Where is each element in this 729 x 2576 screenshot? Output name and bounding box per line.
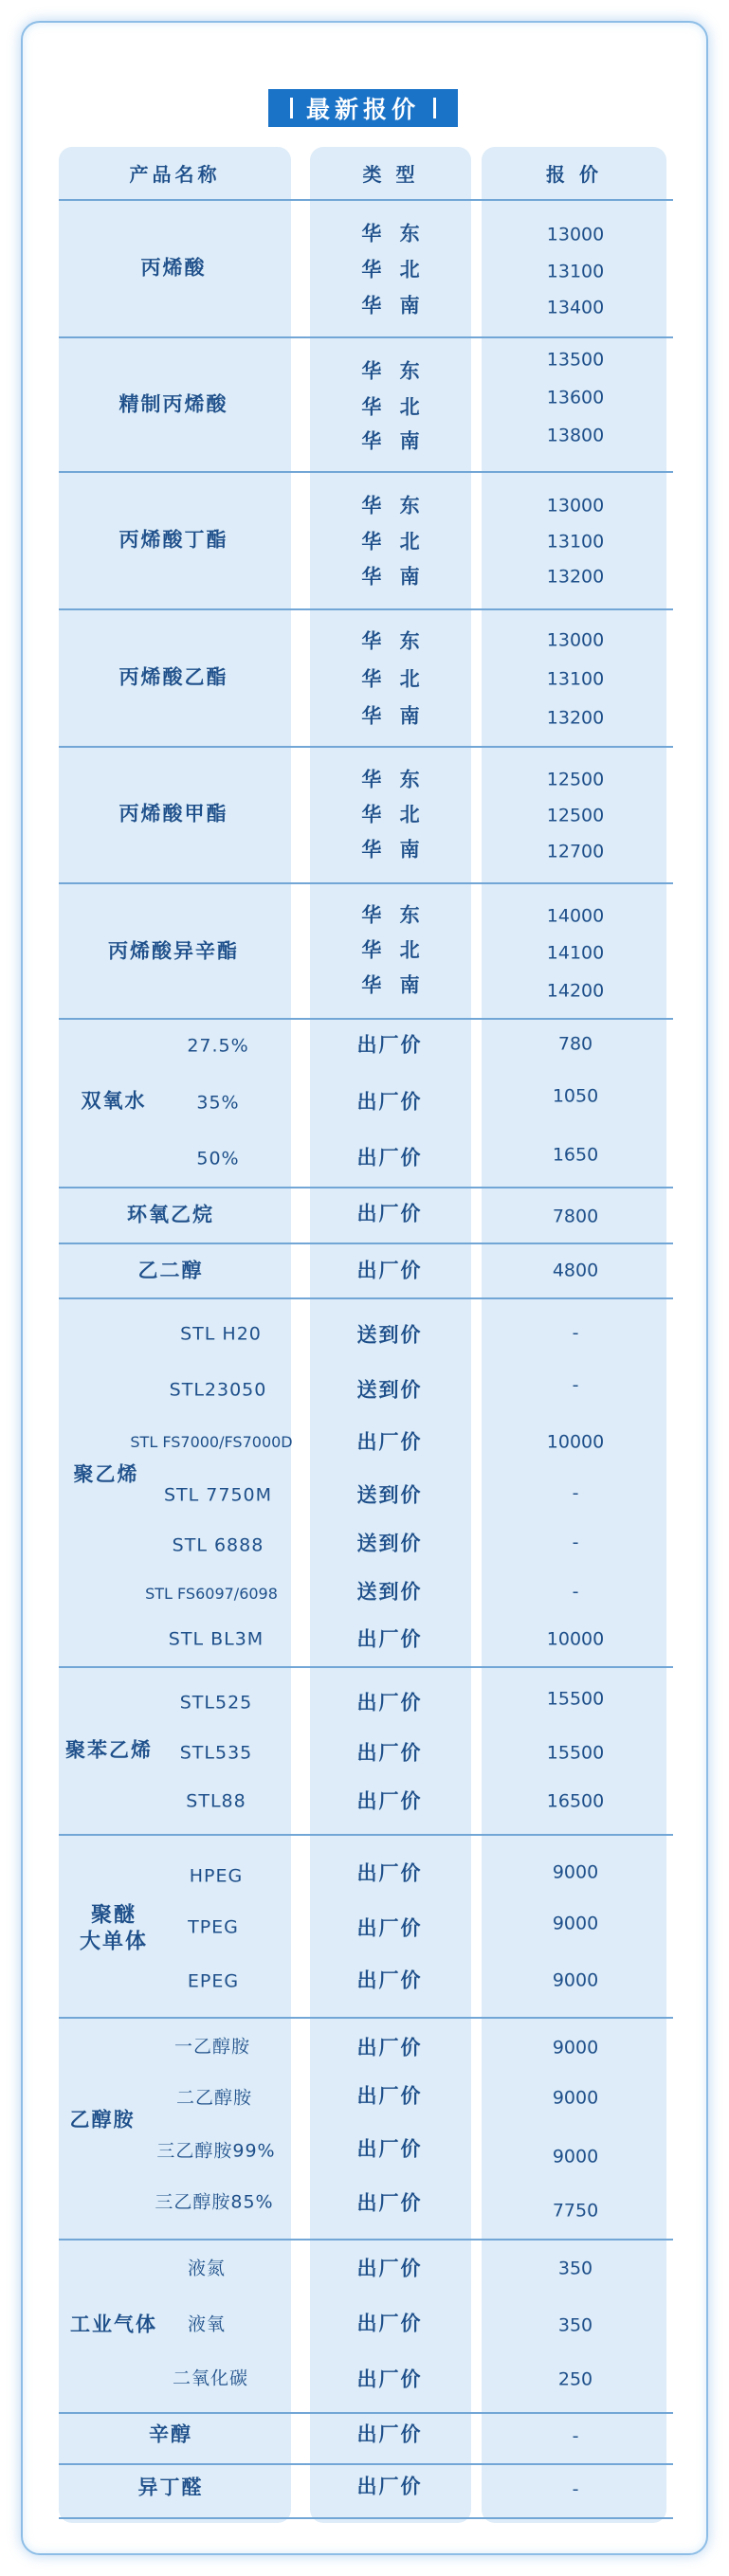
- row-divider: [59, 746, 673, 748]
- product-name: 聚苯乙烯: [65, 1738, 153, 1762]
- price-type: 送到价: [356, 1323, 423, 1347]
- product-spec: 三乙醇胺85%: [155, 2191, 274, 2213]
- price-value: 1650: [552, 1144, 599, 1166]
- price-value: 13000: [546, 224, 605, 245]
- product-name: 乙二醇: [137, 1259, 204, 1282]
- price-type: 出厂价: [356, 2257, 423, 2280]
- price-value: 350: [557, 2314, 593, 2336]
- product-name: 精制丙烯酸: [118, 392, 228, 416]
- price-value: 9000: [552, 1913, 599, 1934]
- row-divider: [59, 1187, 673, 1188]
- price-value: 13100: [546, 531, 605, 553]
- price-value: 250: [557, 2368, 593, 2390]
- product-spec: EPEG: [187, 1970, 240, 1992]
- row-divider: [59, 199, 673, 201]
- price-value: -: [572, 1581, 579, 1603]
- product-spec: STL 6888: [172, 1534, 264, 1556]
- row-divider: [59, 1243, 673, 1244]
- price-value: 9000: [552, 2146, 599, 2168]
- price-value: 12700: [546, 841, 605, 862]
- type-north: 华 北: [361, 667, 426, 691]
- price-value: 13200: [546, 566, 605, 588]
- price-type: 出厂价: [356, 2312, 423, 2335]
- price-type: 出厂价: [356, 1090, 423, 1114]
- product-name: 丙烯酸甲酯: [118, 802, 228, 825]
- type-east: 华 东: [361, 903, 426, 927]
- price-value: 9000: [552, 2087, 599, 2109]
- product-spec: HPEG: [189, 1865, 244, 1887]
- product-name-line1: 聚醚: [90, 1903, 137, 1928]
- product-spec: STL FS7000/FS7000D: [130, 1433, 293, 1451]
- product-name: 丙烯酸丁酯: [118, 528, 228, 552]
- price-value: 10000: [546, 1628, 605, 1650]
- type-north: 华 北: [361, 258, 426, 281]
- price-value: 12500: [546, 805, 605, 826]
- price-type: 出厂价: [356, 2422, 423, 2446]
- price-value: 14000: [546, 905, 605, 927]
- product-name: 环氧乙烷: [127, 1203, 214, 1226]
- product-name: 异丁醛: [137, 2476, 204, 2499]
- product-name: [80, 1903, 148, 1955]
- product-name: 丙烯酸: [140, 256, 207, 280]
- price-value: 7800: [552, 1206, 599, 1227]
- price-type: 出厂价: [356, 1259, 423, 1282]
- row-divider: [59, 608, 673, 610]
- price-value: -: [572, 1322, 579, 1344]
- price-type: 送到价: [356, 1532, 423, 1555]
- product-spec: STL FS6097/6098: [145, 1585, 278, 1603]
- row-divider: [59, 2017, 673, 2019]
- product-name: 乙醇胺: [69, 2108, 136, 2132]
- price-value: 12500: [546, 769, 605, 790]
- product-spec: 二氧化碳: [172, 2367, 249, 2389]
- price-value: 9000: [552, 1861, 599, 1883]
- type-south: 华 南: [361, 565, 426, 589]
- price-type: 出厂价: [356, 1861, 423, 1885]
- product-name: 双氧水: [81, 1089, 147, 1113]
- price-value: -: [572, 2478, 579, 2500]
- price-value: 13100: [546, 668, 605, 690]
- product-name-line2: 大单体: [79, 1930, 149, 1953]
- row-divider: [59, 2517, 673, 2519]
- row-divider: [59, 2239, 673, 2240]
- type-north: 华 北: [361, 395, 426, 419]
- price-type: 出厂价: [356, 1968, 423, 1992]
- product-spec: STL H20: [180, 1323, 262, 1345]
- product-spec: 50%: [196, 1148, 240, 1170]
- price-value: 13200: [546, 707, 605, 729]
- product-spec: STL88: [186, 1790, 246, 1812]
- price-value: 13600: [546, 387, 605, 408]
- type-south: 华 南: [361, 704, 426, 728]
- header-product: 产品名称: [129, 163, 221, 186]
- row-divider: [59, 471, 673, 473]
- product-name: 辛醇: [149, 2422, 192, 2446]
- price-value: 13100: [546, 261, 605, 282]
- row-divider: [59, 2412, 673, 2414]
- price-type: 出厂价: [356, 1789, 423, 1813]
- price-type: 出厂价: [356, 1741, 423, 1765]
- row-divider: [59, 1666, 673, 1668]
- row-divider: [59, 1834, 673, 1836]
- product-spec: 三乙醇胺99%: [156, 2140, 276, 2162]
- price-type: 出厂价: [356, 2036, 423, 2059]
- row-divider: [59, 1018, 673, 1020]
- product-spec: TPEG: [188, 1916, 239, 1938]
- type-east: 华 东: [361, 768, 426, 791]
- price-value: 780: [557, 1033, 593, 1055]
- product-name: 丙烯酸异辛酯: [108, 939, 239, 963]
- price-value: 15500: [546, 1688, 605, 1710]
- price-value: 350: [557, 2258, 593, 2279]
- header-type: 类 型: [362, 163, 419, 186]
- product-spec: STL535: [179, 1742, 253, 1764]
- price-value: 14200: [546, 980, 605, 1002]
- product-name: 聚乙烯: [73, 1462, 139, 1486]
- type-east: 华 东: [361, 359, 426, 383]
- price-value: -: [572, 2425, 579, 2447]
- type-south: 华 南: [361, 838, 426, 862]
- product-name: 工业气体: [70, 2313, 157, 2336]
- product-spec: STL23050: [169, 1379, 267, 1401]
- price-value: 13400: [546, 297, 605, 318]
- type-north: 华 北: [361, 803, 426, 826]
- price-type: 出厂价: [356, 1691, 423, 1714]
- price-value: 14100: [546, 942, 605, 964]
- price-type: 出厂价: [356, 1430, 423, 1454]
- title-badge: [268, 89, 458, 127]
- type-south: 华 南: [361, 429, 426, 453]
- row-divider: [59, 2463, 673, 2465]
- price-value: -: [572, 1482, 579, 1504]
- type-north: 华 北: [361, 530, 426, 553]
- price-type: 送到价: [356, 1378, 423, 1402]
- price-value: -: [572, 1532, 579, 1553]
- price-type: 出厂价: [356, 2475, 423, 2498]
- price-value: 10000: [546, 1431, 605, 1453]
- price-value: 13500: [546, 349, 605, 371]
- product-name: 丙烯酸乙酯: [118, 665, 228, 689]
- price-type: 送到价: [356, 1483, 423, 1507]
- row-divider: [59, 1297, 673, 1299]
- type-east: 华 东: [361, 494, 426, 517]
- header-price: 报 价: [546, 163, 602, 186]
- product-spec: STL BL3M: [168, 1628, 264, 1650]
- type-south: 华 南: [361, 973, 426, 997]
- product-spec: STL 7750M: [163, 1484, 273, 1506]
- price-value: 13000: [546, 629, 605, 651]
- price-type: 出厂价: [356, 2191, 423, 2215]
- product-spec: 35%: [196, 1092, 240, 1114]
- price-value: 1050: [552, 1085, 599, 1107]
- type-north: 华 北: [361, 938, 426, 962]
- product-spec: STL525: [179, 1692, 253, 1714]
- product-spec: 27.5%: [187, 1035, 249, 1057]
- product-spec: 液氧: [187, 2313, 227, 2335]
- price-type: 出厂价: [356, 1627, 423, 1651]
- price-type: 出厂价: [356, 1202, 423, 1225]
- price-value: 4800: [552, 1260, 599, 1281]
- price-value: 13000: [546, 495, 605, 517]
- product-spec: 二乙醇胺: [175, 2087, 253, 2109]
- row-divider: [59, 882, 673, 884]
- page-title: 最新报价: [305, 96, 420, 123]
- title-bar-right: [433, 98, 436, 118]
- price-type: 出厂价: [356, 2137, 423, 2161]
- price-type: 出厂价: [356, 2367, 423, 2391]
- product-spec: 一乙醇胺: [173, 2036, 251, 2058]
- price-value: -: [572, 1374, 579, 1396]
- price-value: 9000: [552, 1969, 599, 1991]
- price-type: 送到价: [356, 1580, 423, 1604]
- type-south: 华 南: [361, 294, 426, 317]
- row-divider: [59, 336, 673, 338]
- price-type: 出厂价: [356, 1916, 423, 1940]
- price-value: 9000: [552, 2037, 599, 2059]
- price-value: 15500: [546, 1742, 605, 1764]
- price-value: 16500: [546, 1790, 605, 1812]
- type-east: 华 东: [361, 222, 426, 245]
- price-value: 13800: [546, 425, 605, 446]
- price-type: 出厂价: [356, 1146, 423, 1170]
- price-value: 7750: [552, 2200, 599, 2222]
- price-type: 出厂价: [356, 2084, 423, 2108]
- price-type: 出厂价: [356, 1033, 423, 1057]
- product-spec: 液氮: [187, 2258, 227, 2279]
- type-east: 华 东: [361, 629, 426, 653]
- title-bar-left: [290, 98, 293, 118]
